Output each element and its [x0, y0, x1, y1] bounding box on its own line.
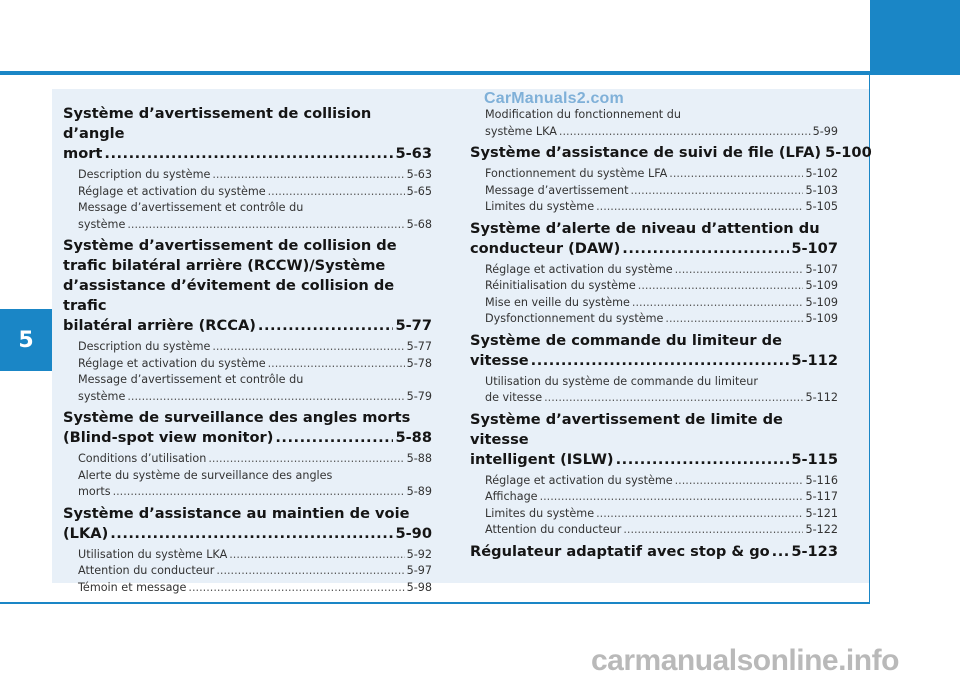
leader-dots	[665, 311, 803, 328]
leader-dots	[188, 580, 404, 597]
section-items	[63, 339, 432, 405]
watermark-top[interactable]: CarManuals2.com	[484, 90, 624, 107]
leader-dots	[113, 484, 405, 501]
section-items	[470, 374, 838, 407]
section-title-line: Système d’avertissement de limite de vitesse	[470, 410, 783, 448]
toc-item-text: Fonctionnement du système LFA	[485, 167, 668, 180]
toc-item[interactable]	[485, 183, 838, 200]
section-title-row	[63, 316, 432, 336]
toc-item-text: système	[78, 217, 126, 231]
section-title-line: Système d’avertissement de collision d’angle	[63, 105, 372, 142]
section-title-text: (LKA)	[63, 524, 109, 542]
toc-section	[470, 542, 838, 562]
section-title[interactable]	[470, 542, 838, 562]
toc-item-text: Affichage	[485, 490, 538, 503]
section-page-number: 5-115	[791, 450, 838, 468]
toc-item-page-number: 5-116	[805, 473, 838, 487]
toc-item[interactable]	[78, 200, 432, 233]
section-title-text: conducteur (DAW)	[470, 239, 621, 257]
toc-item-page-number: 5-107	[805, 262, 838, 276]
toc-item-row	[78, 339, 432, 356]
toc-item[interactable]	[485, 107, 838, 140]
leader-dots	[540, 489, 804, 506]
leader-dots	[268, 356, 405, 373]
toc-item-page-number: 5-78	[406, 356, 432, 370]
toc-item-text: Attention du conducteur	[485, 523, 622, 536]
toc-item[interactable]	[78, 184, 432, 201]
toc-item-text: Mise en veille du système	[485, 295, 630, 309]
section-title[interactable]	[63, 236, 432, 336]
toc-item-text: Réinitialisation du système	[485, 279, 636, 292]
toc-item[interactable]	[485, 311, 838, 328]
toc-item[interactable]	[78, 563, 432, 580]
toc-right-column	[470, 104, 872, 563]
toc-item-text: Réglage et activation du système	[485, 262, 673, 276]
section-items	[470, 262, 838, 328]
chapter-number: 5	[18, 327, 34, 353]
section-title-text: Système d’assistance de suivi de file (LFA)	[470, 144, 822, 161]
toc-item-page-number: 5-105	[805, 200, 838, 213]
section-title[interactable]	[470, 331, 838, 371]
toc-item-row	[485, 473, 838, 490]
section-title-line: trafic bilatéral arrière (RCCW)/Système	[63, 257, 386, 274]
footer-rule	[0, 602, 870, 604]
section-page-number: 5-88	[395, 429, 432, 446]
toc-item-row	[485, 311, 838, 328]
leader-dots	[275, 428, 393, 448]
toc-item-row	[78, 451, 432, 468]
leader-dots	[675, 473, 804, 490]
toc-item-text: Dysfonctionnement du système	[485, 312, 664, 325]
toc-item-text: Réglage et activation du système	[78, 184, 266, 198]
section-title-text: vitesse	[470, 351, 529, 369]
toc-item-page-number: 5-97	[406, 564, 432, 577]
toc-item[interactable]	[485, 199, 838, 216]
toc-item-row	[485, 489, 838, 506]
toc-item-page-number: 5-102	[805, 167, 838, 180]
toc-item-text: système LKA	[485, 124, 557, 138]
toc-item-row	[485, 199, 838, 216]
toc-item-page-number: 5-68	[406, 217, 432, 231]
toc-item-row	[78, 484, 432, 501]
section-items	[63, 167, 432, 233]
toc-item-row	[485, 390, 838, 407]
section-page-number: 5-77	[395, 317, 432, 334]
toc-item-row	[78, 580, 432, 597]
toc-item[interactable]	[485, 166, 838, 183]
section-title-row	[63, 428, 432, 448]
leader-dots	[544, 390, 803, 407]
corner-block	[870, 0, 960, 75]
leader-dots	[596, 506, 803, 523]
section-page-number: 5-112	[791, 351, 838, 369]
toc-item-page-number: 5-88	[406, 452, 432, 465]
leader-dots	[669, 166, 803, 183]
section-items	[470, 107, 838, 140]
section-title-row	[470, 542, 838, 562]
toc-item[interactable]	[485, 522, 838, 539]
section-title-line: d’assistance d’évitement de collision de trafic	[63, 277, 395, 314]
toc-item[interactable]	[78, 451, 432, 468]
section-title-line: Système d’alerte de niveau d’attention du	[470, 219, 820, 237]
leader-dots	[675, 262, 804, 279]
toc-item-text: Conditions d’utilisation	[78, 452, 207, 465]
toc-item-text: Témoin et message	[78, 580, 187, 594]
toc-item-page-number: 5-117	[805, 490, 838, 503]
toc-item[interactable]	[78, 547, 432, 564]
section-title-row	[470, 239, 838, 259]
leader-dots	[616, 450, 790, 470]
toc-item-page-number: 5-103	[805, 183, 838, 197]
toc-item-page-number: 5-92	[406, 547, 432, 561]
toc-item-row	[485, 166, 838, 183]
leader-dots	[632, 295, 804, 312]
toc-item-page-number: 5-63	[406, 168, 432, 181]
section-title-text: Régulateur adaptatif avec stop & go	[470, 542, 770, 560]
leader-dots	[127, 217, 404, 234]
section-title-row	[470, 351, 838, 371]
section-title-text: bilatéral arrière (RCCA)	[63, 317, 256, 334]
toc-item-page-number: 5-77	[406, 340, 432, 353]
toc-item-row	[485, 522, 838, 539]
section-page-number: 5-123	[791, 542, 838, 560]
section-title-line: Système d’assistance au maintien de voie	[63, 504, 410, 522]
section-page-number: 5-90	[395, 524, 432, 542]
leader-dots	[212, 167, 404, 184]
toc-item-line: Message d’avertissement et contrôle du	[78, 373, 304, 386]
toc-item-row	[485, 262, 838, 279]
toc-item-row	[78, 563, 432, 580]
section-title-row	[470, 450, 838, 470]
toc-item-text: Réglage et activation du système	[485, 473, 673, 487]
toc-item-text: Description du système	[78, 168, 211, 181]
toc-item-line: Alerte du système de surveillance des angles	[78, 468, 333, 482]
section-title[interactable]	[470, 410, 838, 470]
leader-dots	[531, 351, 790, 371]
toc-item-text: Description du système	[78, 340, 211, 353]
leader-dots	[258, 316, 394, 336]
leader-dots	[622, 239, 789, 259]
toc-item-page-number: 5-89	[406, 485, 432, 498]
chapter-tab[interactable]	[0, 309, 52, 371]
toc-item-page-number: 5-109	[805, 295, 838, 309]
leader-dots	[208, 451, 404, 468]
leader-dots	[127, 389, 404, 406]
toc-item-text: Limites du système	[485, 506, 595, 520]
toc-section	[470, 331, 838, 407]
leader-dots	[623, 522, 803, 539]
toc-section	[470, 410, 838, 539]
toc-section	[63, 104, 432, 233]
leader-dots	[772, 542, 790, 562]
toc-item[interactable]	[78, 167, 432, 184]
toc-item-row	[78, 217, 432, 234]
leader-dots	[268, 184, 405, 201]
leader-dots	[216, 563, 404, 580]
toc-item-row	[485, 183, 838, 200]
leader-dots	[596, 199, 803, 216]
toc-item-row	[485, 124, 838, 141]
section-title[interactable]	[470, 219, 838, 259]
section-title-row	[63, 144, 432, 164]
toc-item[interactable]	[485, 473, 838, 490]
toc-item[interactable]	[78, 356, 432, 373]
section-title[interactable]	[63, 504, 432, 544]
toc-item-text: de vitesse	[485, 391, 543, 404]
section-title-line: Système de surveillance des angles morts	[63, 409, 411, 426]
section-title-text: (Blind-spot view monitor)	[63, 429, 274, 446]
toc-item-page-number: 5-98	[406, 580, 432, 594]
toc-item[interactable]	[485, 295, 838, 312]
section-title-line: Système d’avertissement de collision de	[63, 237, 397, 254]
section-page-number: 5-100	[825, 144, 872, 161]
toc-item-page-number: 5-79	[406, 389, 432, 403]
toc-item[interactable]	[485, 506, 838, 523]
toc-item-page-number: 5-122	[805, 523, 838, 536]
leader-dots	[212, 339, 404, 356]
section-title[interactable]	[63, 104, 432, 164]
section-page-number: 5-63	[395, 145, 432, 162]
toc-item-text: Message d’avertissement	[485, 183, 629, 197]
toc-item-text: Réglage et activation du système	[78, 356, 266, 370]
toc-item[interactable]	[485, 262, 838, 279]
toc-item-line: Message d’avertissement et contrôle du	[78, 201, 304, 214]
toc-item-row	[78, 167, 432, 184]
section-title[interactable]	[470, 143, 872, 163]
toc-item-text: Limites du système	[485, 200, 595, 213]
toc-item-row	[485, 295, 838, 312]
section-title[interactable]	[63, 408, 432, 448]
toc-item-text: système	[78, 389, 126, 403]
header-rule	[0, 71, 870, 75]
toc-item-page-number: 5-109	[805, 312, 838, 325]
toc-item-line: Modification du fonctionnement du	[485, 108, 681, 121]
toc-item-text: morts	[78, 485, 111, 498]
toc-item[interactable]	[485, 489, 838, 506]
section-title-text: intelligent (ISLW)	[470, 450, 614, 468]
toc-item-row	[485, 506, 838, 523]
toc-section	[63, 504, 432, 597]
toc-item-row	[78, 184, 432, 201]
section-title-text: mort	[63, 145, 103, 162]
toc-item-page-number: 5-121	[805, 506, 838, 520]
toc-section	[63, 408, 432, 501]
toc-section	[470, 107, 838, 140]
toc-item-text: Attention du conducteur	[78, 564, 215, 577]
section-items	[63, 451, 432, 501]
toc-section	[470, 143, 872, 216]
toc-item[interactable]	[485, 374, 838, 407]
section-page-number: 5-107	[791, 239, 838, 257]
toc-item[interactable]	[78, 339, 432, 356]
toc-left-column	[63, 104, 432, 599]
toc-section	[470, 219, 838, 328]
watermark-bottom[interactable]: carmanualsonline.info	[591, 644, 899, 677]
section-items	[470, 166, 838, 216]
toc-item-row	[78, 389, 432, 406]
section-title-line: Système de commande du limiteur de	[470, 331, 782, 349]
leader-dots	[110, 524, 393, 544]
toc-item[interactable]	[485, 278, 838, 295]
section-items	[470, 473, 838, 539]
section-title-row	[470, 143, 872, 163]
toc-item[interactable]	[78, 372, 432, 405]
toc-item-text: Utilisation du système LKA	[78, 547, 228, 561]
leader-dots	[104, 144, 393, 164]
toc-item-line: Utilisation du système de commande du limiteur	[485, 374, 758, 388]
toc-item-page-number: 5-112	[805, 391, 838, 404]
toc-item[interactable]	[78, 580, 432, 597]
leader-dots	[631, 183, 804, 200]
toc-item-row	[485, 278, 838, 295]
toc-section	[63, 236, 432, 405]
toc-item-row	[78, 547, 432, 564]
toc-item-page-number: 5-65	[406, 184, 432, 198]
leader-dots	[638, 278, 804, 295]
toc-item[interactable]	[78, 468, 432, 501]
toc-item-page-number: 5-109	[805, 279, 838, 292]
section-title-row	[63, 524, 432, 544]
section-items	[63, 547, 432, 597]
toc-item-row	[78, 356, 432, 373]
leader-dots	[229, 547, 404, 564]
toc-item-page-number: 5-99	[812, 124, 838, 138]
leader-dots	[559, 124, 811, 141]
